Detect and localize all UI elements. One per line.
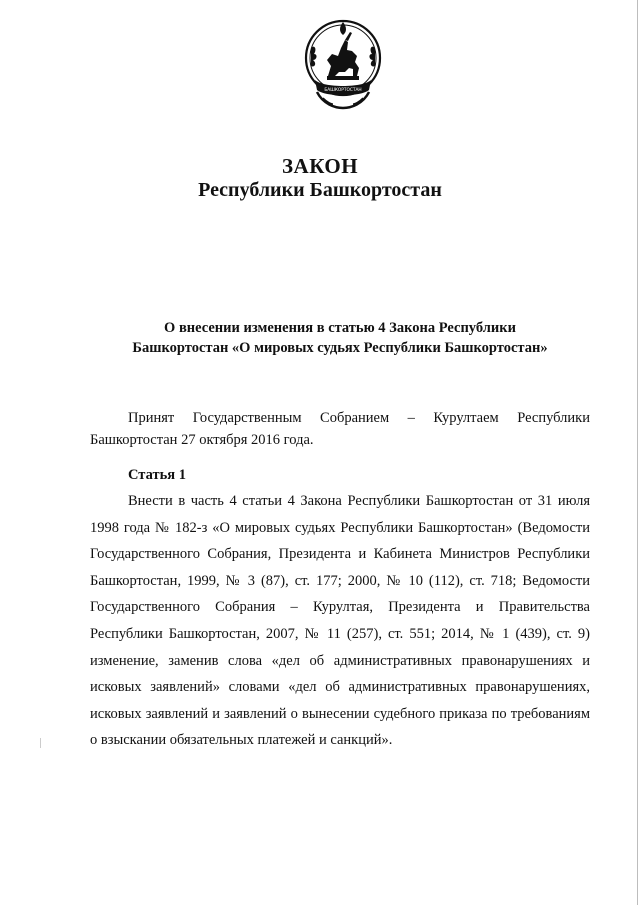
document-type-title: ЗАКОН bbox=[281, 154, 359, 178]
law-subject-line-2: Башкортостан «О мировых судьях Республики Башкортостан» bbox=[132, 340, 548, 356]
issuer-title: Республики Башкортостан bbox=[198, 179, 442, 201]
article-1-text: Внести в часть 4 статьи 4 Закона Республики Башкортостан от 31 июля 1998 года № 182-з «О мировых судьях Республики Башкортостан» (Ведомости Государственного Собрания, Президента и Кабинета Министров Республики Башкортостан, 1999, № 3 (87), ст. 177; 2000, № 10 (112), ст. 718; Ведомости Государственного Собрания – Курултая, Президента и Правительства Республики Башкортостан, 2007, № 11 (257), ст. 551; 2014, № 1 (439), ст. 9) изменение, заменив слова «дел об административных правонарушениях и исковых заявлений» словами «дел об административных правонарушениях, исковых заявлений и заявлений о вынесении судебного приказа по требованиям о взыскании обязательных платежей и санкций». bbox=[90, 493, 590, 749]
scan-edge bbox=[637, 0, 638, 905]
law-subject-line-1: О внесении изменения в статью 4 Закона Республики bbox=[164, 320, 516, 336]
scan-mark bbox=[40, 738, 41, 748]
emblem-ribbon-text: БАШКОРТОСТАН bbox=[324, 88, 362, 93]
adoption-statement: Принят Государственным Собранием – Курултаем Республики Башкортостан 27 октября 2016 года. bbox=[90, 410, 590, 448]
law-subject bbox=[90, 318, 590, 358]
article-1-heading: Статья 1 bbox=[128, 467, 186, 483]
bashkortostan-coat-of-arms-icon bbox=[303, 18, 383, 120]
